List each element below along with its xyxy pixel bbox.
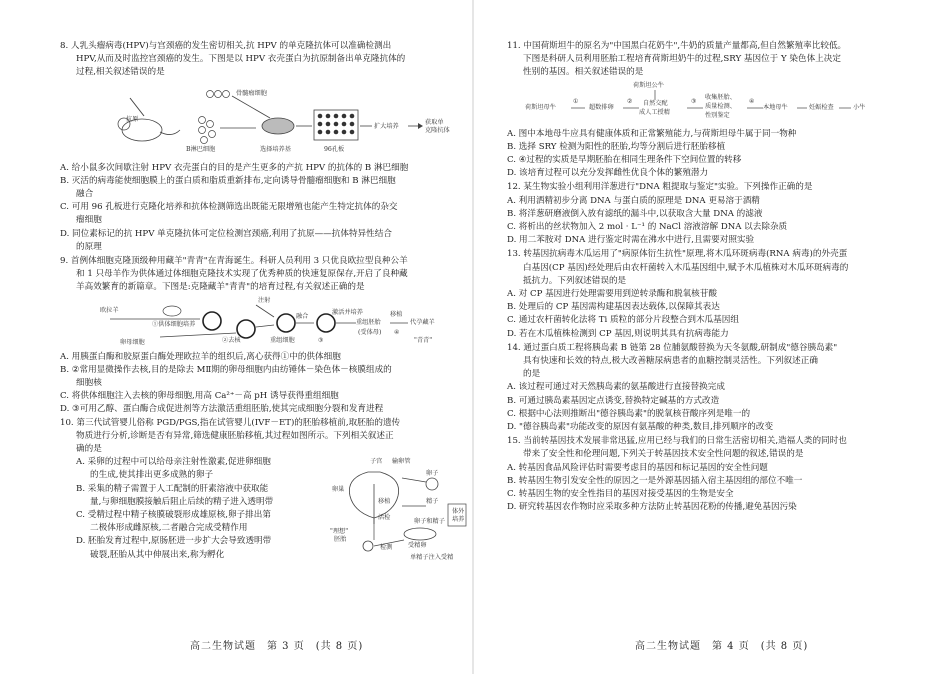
q10-stem-1: 10. 第三代试管婴儿俗称 PGD/PGS,指在试管婴儿(IVF－ET)的胚胎移植前,取胚胎的遗传: [60, 417, 401, 428]
q10-option-b: B. 采集的精子需置于人工配制的肝素溶液中获取能: [76, 483, 269, 494]
q9-stem-3: 羊高效繁育的新篇章。下图是:克隆藏羊"青青"的培育过程,有关叙述正确的是: [76, 282, 365, 293]
q11-label-calf: 小牛: [853, 103, 866, 111]
q13-option-b: B. 处理后的 CP 基因需构建基因表达载体,以保障其表达: [507, 302, 720, 313]
q11-option-c: C. ④过程的实质是早期胚胎在相同生理条件下空间位置的转移: [507, 155, 742, 166]
q9-option-d: D. ③可用乙醇、蛋白酶合成促进剂等方法激活重组胚胎,使其完成细胞分裂和发育进程: [60, 404, 384, 415]
q11-label-super: 超数排卵: [589, 103, 614, 111]
q9-stem-2: 和 1 只母羊作为供体通过体细胞克隆技术实现了优秀种质的快速复原保存,开启了良种藏: [76, 269, 408, 280]
q8-label-plate: 96孔板: [324, 145, 345, 153]
q14-option-c: C. 根据中心法则推断出"德谷胰岛素"的脱氧核苷酸序列是唯一的: [507, 408, 751, 419]
q12-stem-1: 12. 某生物实验小组利用洋葱进行"DNA 粗提取与鉴定"实验。下列操作正确的是: [507, 182, 813, 193]
q13-stem-1: 13. 转基因抗病毒木瓜运用了"病原体衍生抗性"原理,将木瓜环斑病毒(RNA 病毒)的外壳蛋: [507, 249, 848, 260]
q11-stem-3: 性别的基因。相关叙述错误的是: [523, 67, 644, 78]
q10-option-a: A. 采卵的过程中可以给母亲注射性激素,促进卵细胞: [76, 457, 271, 468]
q11-label-collect: 收集胚胎、: [705, 93, 736, 101]
question-9: [60, 255, 453, 417]
q10-label-culture: 体外: [452, 508, 465, 516]
q11-label-s2: ②: [627, 97, 633, 105]
q10-option-c-cont: 二极体形成雌原核,二者融合完成受精作用: [90, 523, 248, 534]
q10-stem-2: 物质进行分析,诊断是否有异常,筛选健康胚胎移植,其过程如图所示。下列相关叙述正: [76, 430, 394, 441]
q9-label-surrogate: 代孕藏羊: [410, 318, 435, 326]
q10-label-transplant: 移植: [378, 498, 391, 506]
q9-label-oocyte: 卵母细胞: [120, 338, 145, 346]
q11-option-b: B. 选择 SRY 检测为阳性的胚胎,均等分割后进行胚胎移植: [507, 141, 726, 152]
q13-stem-3: 抵抗力。下列叙述错误的是: [523, 275, 627, 286]
q9-option-b-cont: 细胞核: [76, 378, 102, 389]
q11-label-cow: 荷斯坦母牛: [525, 103, 556, 111]
q8-option-c: C. 可用 96 孔板进行克隆化培养和抗体检测筛选出既能无限增殖也能产生特定抗体的杂交: [60, 202, 398, 213]
left-page-footer: 高二生物试题 第 3 页 (共 8 页): [190, 641, 364, 652]
q11-label-s1: ①: [573, 97, 579, 105]
q10-label-ovary: 卵巢: [332, 486, 345, 494]
q14-stem-2: 具有快速和长效的特点,极大改善糖尿病患者的血糖控制灵活性。下列叙述正确: [523, 356, 818, 367]
q10-label-uterus: 子宫: [370, 458, 383, 466]
q8-option-c-cont: 瘤细胞: [76, 215, 102, 226]
q11-option-a: A. 图中本地母牛应具有健康体质和正常繁殖能力,与荷斯坦母牛属于同一物种: [507, 128, 797, 139]
q11-label-qc: 质量检测、: [705, 102, 736, 110]
q9-label-recon-embryo: 重组胚胎: [356, 318, 381, 326]
q10-stem-3: 确的是: [76, 444, 102, 455]
q11-label-natural: 自然交配: [643, 99, 668, 107]
q9-option-a: A. 用胰蛋白酶和胶原蛋白酶处理欧拉羊的组织后,离心获得①中的供体细胞: [60, 351, 341, 362]
q10-option-a-cont: 的生成,使其排出更多成熟的卵子: [90, 470, 214, 481]
q11-stem-2: 下图是科研人员利用胚胎工程培育荷斯坦奶牛的过程,SRY 基因位于 Y 染色体上决定: [523, 54, 841, 65]
q9-diagram: [60, 297, 450, 349]
q10-figure: [330, 456, 480, 566]
q10-label-embryo-2: 胚胎: [334, 536, 347, 544]
q10-option-c: C. 受精过程中精子核膜破裂形成雄原核,卵子排出第: [76, 510, 271, 521]
q11-option-d: D. 该培育过程可以充分发挥雌性优良个体的繁殖潜力: [507, 168, 709, 179]
question-14: [507, 342, 920, 434]
q8-label-antigen: 抗原: [126, 115, 139, 123]
q8-option-a: A. 给小鼠多次间歇注射 HPV 衣壳蛋白的目的是产生更多的产抗 HPV 的抗体的 B 淋巴细胞: [60, 162, 409, 173]
q10-options: [60, 456, 328, 562]
q9-label-remove: ②去核: [222, 336, 241, 344]
q11-label-adult: 成人工授精: [639, 108, 670, 116]
right-page: [475, 0, 950, 674]
question-10: [60, 417, 465, 562]
q10-option-b-cont: 量,与卵细胞膜接触后阻止后续的精子进入透明带: [90, 496, 274, 507]
q8-label-expand: 扩大培养: [374, 122, 399, 130]
q10-label-fert: 受精卵: [408, 542, 427, 550]
q10-option-d: D. 胚胎发育过程中,原肠胚进一步扩大会导致透明带: [76, 536, 272, 547]
q10-label-biopsy: 活检: [378, 514, 391, 522]
q11-label-sex: 性别鉴定: [705, 111, 730, 119]
q8-option-d-cont: 的原理: [76, 241, 102, 252]
question-13: [507, 248, 920, 340]
q15-option-c: C. 转基因生物的安全性指目的基因对接受基因的生物是安全: [507, 489, 734, 500]
q8-stem-2: HPV,从而及时监控宫颈癌的发生。下图是以 HPV 衣壳蛋白为抗原制备出单克隆抗体的: [76, 54, 406, 65]
q15-option-b: B. 转基因生物引发安全性的原因之一是外源基因插入宿主基因组的部位不唯一: [507, 475, 803, 486]
q8-stem-1: 8. 人乳头瘤病毒(HPV)与宫颈癌的发生密切相关,抗 HPV 的单克隆抗体可以准确检测出: [60, 41, 392, 51]
q14-option-d: D. "德谷胰岛素"功能改变的原因有氨基酸的种类,数目,排列顺序的改变: [507, 422, 774, 433]
q10-label-embryo: "理想": [330, 528, 349, 536]
q12-option-d: D. 用二苯胺对 DNA 进行鉴定时需在沸水中进行,且需要对照实验: [507, 235, 755, 246]
q10-label-tube: 输卵管: [392, 458, 411, 466]
q8-stem-3: 过程,相关叙述错误的是: [76, 67, 165, 78]
q8-option-b: B. 灭活的病毒能使细胞膜上的蛋白质和脂质重新排布,定向诱导骨髓瘤细胞和 B 淋巴细胞: [60, 175, 396, 186]
q9-label-culture: ①供体细胞培养: [152, 320, 196, 328]
q9-label-recipient: (受体母): [358, 328, 382, 336]
q11-label-s3: ③: [691, 97, 697, 105]
right-page-footer: 高二生物试题 第 4 页 (共 8 页): [635, 641, 809, 652]
q11-label-bull: 荷斯坦公牛: [633, 81, 664, 89]
q9-label-fusion: 融合: [296, 312, 309, 320]
q9-label-transfer: 移植: [390, 310, 403, 318]
q11-label-local: 本地母牛: [763, 103, 788, 111]
q9-label-donor: 欧拉羊: [100, 306, 119, 314]
q9-option-b: B. ②常用显微操作去核,目的是除去 MⅡ期的卵母细胞内由纺锤体－染色体－核膜组成的: [60, 364, 392, 375]
q9-label-n3: ③: [318, 336, 324, 344]
q10-label-detect: 检测: [380, 544, 393, 552]
q9-label-recon: 重组细胞: [270, 336, 295, 344]
q15-option-d: D. 研究转基因农作物时应采取多种方法防止转基因花粉的传播,避免基因污染: [507, 502, 797, 513]
q9-label-n4: ④: [394, 328, 400, 336]
question-11: [507, 40, 920, 180]
q8-label-select: 选择培养基: [260, 145, 291, 153]
q10-label-single: 单精子注入受精: [410, 554, 454, 562]
q10-label-sperm: 精子: [426, 498, 439, 506]
q9-label-qq: "青青": [414, 336, 433, 344]
q14-stem-3: 的是: [523, 369, 541, 380]
q9-figure: [60, 297, 453, 349]
question-12: [507, 181, 920, 247]
question-8: [60, 40, 453, 254]
q9-label-activate: 激活并培养: [332, 308, 363, 316]
q15-option-a: A. 转基因食品风险评估时需要考虑目的基因和标记基因的安全性问题: [507, 462, 768, 473]
q8-figure: [60, 82, 453, 160]
q13-option-a: A. 对 CP 基因进行处理需要用到逆转录酶和脱氧核苷酸: [507, 289, 717, 300]
q10-label-egg: 卵子: [426, 470, 439, 478]
q14-option-b: B. 可通过胰岛素基因定点诱变,替换特定碱基的方式改造: [507, 395, 720, 406]
q12-option-b: B. 将洋葱研磨液倒入放有滤纸的漏斗中,以获取含大量 DNA 的滤液: [507, 208, 763, 219]
q13-option-d: D. 若在木瓜植株检测到 CP 基因,则说明其具有抗病毒能力: [507, 328, 729, 339]
q9-option-c: C. 将供体细胞注入去核的卵母细胞,用高 Ca²⁺－高 pH 诱导获得重组细胞: [60, 391, 339, 402]
q11-figure: [507, 82, 920, 126]
q13-stem-2: 白基因(CP 基因)经处理后由农杆菌转入木瓜基因组中,赋予木瓜植株对木瓜环斑病毒的: [523, 262, 849, 273]
q15-stem-2: 带来了安全性和伦理问题,下列关于转基因技术安全性问题的叙述,错误的是: [523, 449, 804, 460]
q8-label-bcell: B淋巴细胞: [186, 145, 216, 153]
q10-option-d-cont: 破裂,胚胎从其中伸展出来,称为孵化: [90, 549, 225, 560]
q12-option-a: A. 利用洒精初步分离 DNA 与蛋白质的原理是 DNA 更易溶于酒精: [507, 195, 760, 206]
q14-stem-1: 14. 通过蛋白质工程将胰岛素 B 链第 28 位脯氨酸替换为天冬氨酸,研制成"德谷胰岛素": [507, 342, 838, 353]
q10-label-egg-sperm: 卵子和精子: [414, 518, 445, 526]
q10-body: [60, 456, 465, 562]
q11-label-preg: 妊娠检查: [809, 103, 834, 111]
q8-option-b-cont: 融合: [76, 189, 94, 200]
q12-option-c: C. 将析出的丝状物加入 2 mol · L⁻¹ 的 NaCl 溶液溶解 DNA 以去除杂质: [507, 222, 788, 233]
q8-option-d: D. 同位素标记的抗 HPV 单克隆抗体可定位检测宫颈癌,利用了抗原——抗体特异性结合: [60, 228, 392, 239]
q8-label-obtain-2: 克隆抗体: [425, 126, 450, 134]
q8-label-obtain: 获取单: [425, 118, 444, 126]
q11-label-s4: ④: [749, 97, 755, 105]
q15-stem-1: 15. 当前转基因技术发展非常迅猛,应用已经与我们的日常生活密切相关,造福人类的同时也: [507, 436, 847, 447]
q13-option-c: C. 通过农杆菌转化法将 Ti 质粒的部分片段整合到木瓜基因组: [507, 315, 739, 326]
question-15: [507, 435, 920, 514]
q10-label-culture-2: 培养: [452, 516, 465, 524]
q9-stem-1: 9. 首例体细胞克隆顶级种用藏羊"青青"在青海诞生。科研人员利用 3 只优良欧拉型良种公羊: [60, 256, 408, 267]
q9-label-inject: 注射: [258, 296, 271, 304]
q11-stem-1: 11. 中国荷斯坦牛的原名为"中国黑白花奶牛",牛奶的质量产量都高,但自然繁殖率比较低。: [507, 41, 847, 51]
q8-label-myeloma: 骨髓瘤细胞: [236, 89, 267, 97]
q14-option-a: A. 该过程可通过对天然胰岛素的氨基酸进行直接替换完成: [507, 382, 725, 393]
